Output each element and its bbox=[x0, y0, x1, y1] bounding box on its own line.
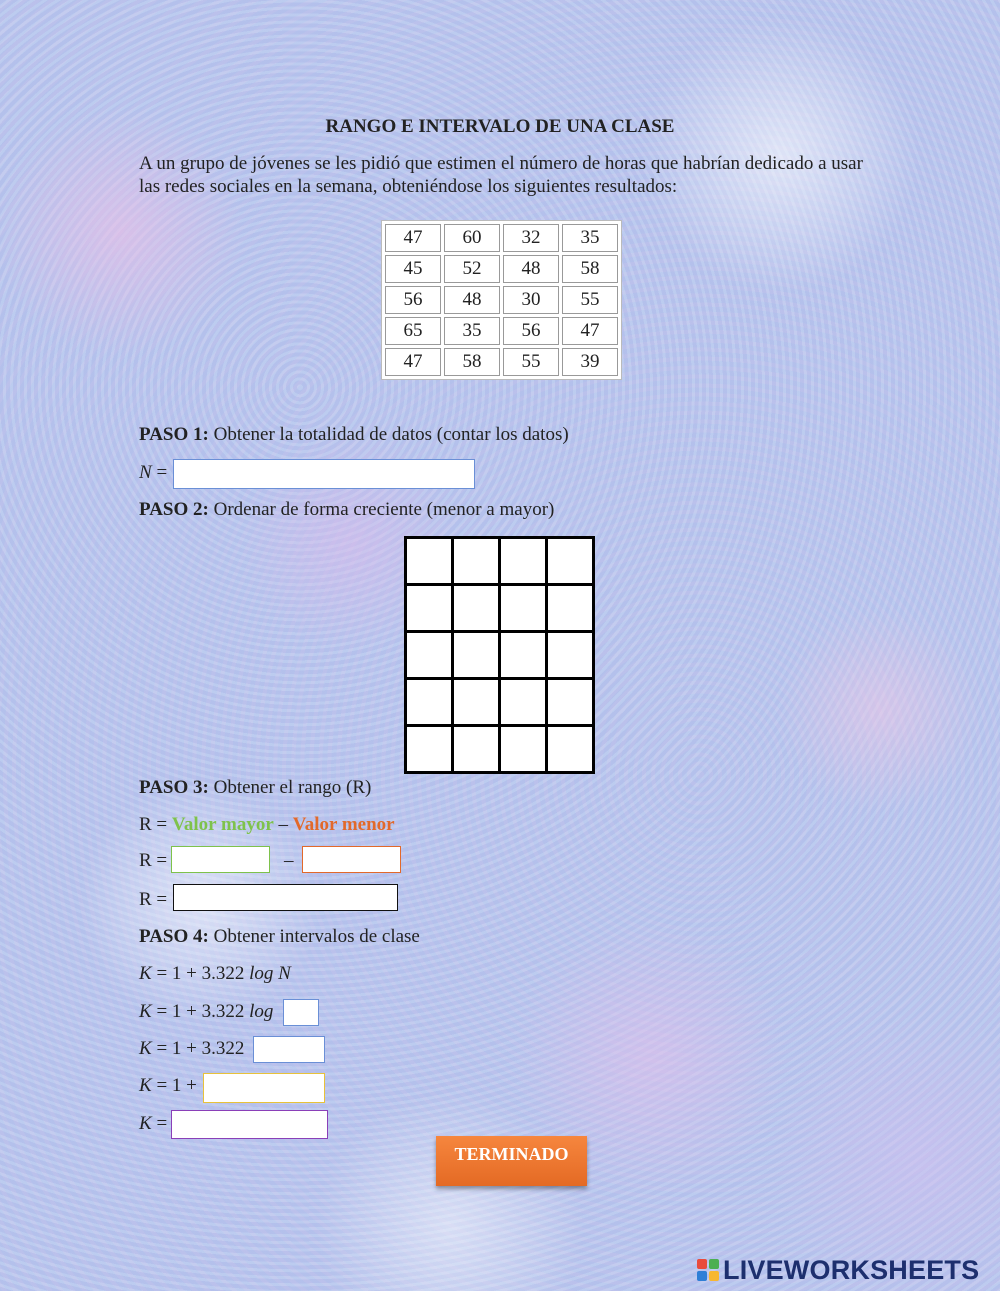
table-cell: 52 bbox=[444, 255, 500, 283]
sturges-formula bbox=[139, 963, 291, 985]
sort-cell[interactable] bbox=[501, 680, 545, 724]
sort-cell[interactable] bbox=[454, 727, 498, 771]
table-cell: 30 bbox=[503, 286, 559, 314]
k-row-text: = 1 + 3.322 bbox=[151, 1001, 250, 1022]
range-minus-sign: – bbox=[284, 850, 294, 871]
table-row bbox=[385, 224, 618, 252]
page-title: RANGO E INTERVALO DE UNA CLASE bbox=[325, 116, 675, 137]
table-cell: 58 bbox=[444, 348, 500, 376]
table-cell: 45 bbox=[385, 255, 441, 283]
table-cell: 60 bbox=[444, 224, 500, 252]
table-row bbox=[385, 286, 618, 314]
sort-cell[interactable] bbox=[548, 586, 592, 630]
range-minus: – bbox=[273, 814, 293, 835]
log-text: log bbox=[249, 1001, 274, 1022]
sort-cell[interactable] bbox=[407, 586, 451, 630]
n-equals: = bbox=[151, 462, 168, 483]
step1-label: PASO 1: bbox=[139, 424, 209, 445]
sort-cell[interactable] bbox=[454, 586, 498, 630]
k-symbol: K bbox=[139, 1038, 152, 1059]
range-formula-prefix: R = bbox=[139, 814, 172, 835]
liveworksheets-logo bbox=[697, 1255, 979, 1285]
table-cell: 48 bbox=[444, 286, 500, 314]
sort-grid bbox=[404, 536, 595, 774]
n-symbol: N bbox=[139, 462, 152, 483]
sort-cell[interactable] bbox=[501, 727, 545, 771]
log-text: log bbox=[249, 963, 274, 984]
table-cell: 47 bbox=[385, 224, 441, 252]
k-symbol: K bbox=[139, 963, 152, 984]
sort-cell[interactable] bbox=[407, 680, 451, 724]
step3-text: Obtener el rango (R) bbox=[208, 777, 372, 798]
k-row-log bbox=[139, 1001, 273, 1023]
k-row-result bbox=[139, 1113, 167, 1135]
k-row-sum bbox=[139, 1075, 197, 1097]
table-cell: 39 bbox=[562, 348, 618, 376]
table-cell: 58 bbox=[562, 255, 618, 283]
step2-label: PASO 2: bbox=[139, 499, 209, 520]
table-cell: 47 bbox=[562, 317, 618, 345]
step1-text: Obtener la totalidad de datos (contar los datos) bbox=[208, 424, 569, 445]
sort-cell[interactable] bbox=[407, 727, 451, 771]
k-row-product bbox=[139, 1038, 244, 1060]
n-symbol: N bbox=[273, 963, 291, 984]
sort-cell[interactable] bbox=[501, 586, 545, 630]
step4-heading bbox=[139, 926, 420, 948]
table-cell: 35 bbox=[562, 224, 618, 252]
sort-cell[interactable] bbox=[548, 539, 592, 583]
table-cell: 65 bbox=[385, 317, 441, 345]
table-cell: 55 bbox=[503, 348, 559, 376]
sort-cell[interactable] bbox=[548, 680, 592, 724]
valor-menor-label: Valor menor bbox=[292, 814, 395, 835]
terminado-button[interactable]: TERMINADO bbox=[436, 1136, 587, 1186]
table-row bbox=[385, 255, 618, 283]
valor-mayor-input[interactable] bbox=[171, 846, 270, 873]
sturges-text: = 1 + 3.322 bbox=[151, 963, 250, 984]
k-row-text: = 1 + 3.322 bbox=[151, 1038, 245, 1059]
sort-cell[interactable] bbox=[454, 539, 498, 583]
n-input[interactable] bbox=[173, 459, 475, 489]
step1-heading bbox=[139, 424, 569, 446]
table-cell: 48 bbox=[503, 255, 559, 283]
step3-heading bbox=[139, 777, 371, 799]
table-cell: 47 bbox=[385, 348, 441, 376]
log-n-input[interactable] bbox=[283, 999, 319, 1026]
k-symbol: K bbox=[139, 1075, 152, 1096]
table-cell: 56 bbox=[503, 317, 559, 345]
table-row bbox=[385, 317, 618, 345]
sort-cell[interactable] bbox=[548, 727, 592, 771]
k-symbol: K bbox=[139, 1001, 152, 1022]
sort-cell[interactable] bbox=[501, 539, 545, 583]
k-row-text: = 1 + bbox=[151, 1075, 197, 1096]
product-input[interactable] bbox=[203, 1073, 325, 1103]
valor-menor-input[interactable] bbox=[302, 846, 401, 873]
table-cell: 32 bbox=[503, 224, 559, 252]
k-result-input[interactable] bbox=[171, 1110, 328, 1139]
step4-label: PASO 4: bbox=[139, 926, 209, 947]
table-cell: 55 bbox=[562, 286, 618, 314]
range-result-label: R = bbox=[139, 889, 168, 910]
valor-mayor-label: Valor mayor bbox=[171, 814, 274, 835]
brand-text: LIVEWORKSHEETS bbox=[723, 1254, 980, 1285]
sort-cell[interactable] bbox=[501, 633, 545, 677]
table-cell: 35 bbox=[444, 317, 500, 345]
step4-text: Obtener intervalos de clase bbox=[208, 926, 420, 947]
range-formula bbox=[139, 814, 395, 836]
data-table bbox=[381, 220, 622, 380]
liveworksheets-icon bbox=[697, 1259, 719, 1281]
table-cell: 56 bbox=[385, 286, 441, 314]
sort-cell[interactable] bbox=[407, 633, 451, 677]
sort-cell[interactable] bbox=[454, 633, 498, 677]
n-row bbox=[139, 462, 167, 484]
intro-paragraph: A un grupo de jóvenes se les pidió que estimen el número de horas que habrían dedicado a usar las redes sociales en la semana, obteniéndose los siguientes resultados: bbox=[139, 153, 863, 197]
k-symbol: K bbox=[139, 1113, 152, 1134]
table-row bbox=[385, 348, 618, 376]
range-eq-label: R = bbox=[139, 850, 168, 871]
sort-cell[interactable] bbox=[548, 633, 592, 677]
sort-cell[interactable] bbox=[454, 680, 498, 724]
k-row-text: = bbox=[151, 1113, 168, 1134]
step3-label: PASO 3: bbox=[139, 777, 209, 798]
step2-heading bbox=[139, 499, 554, 521]
sort-cell[interactable] bbox=[407, 539, 451, 583]
range-result-input[interactable] bbox=[173, 884, 398, 911]
log-value-input[interactable] bbox=[253, 1036, 325, 1063]
step2-text: Ordenar de forma creciente (menor a mayor) bbox=[208, 499, 555, 520]
